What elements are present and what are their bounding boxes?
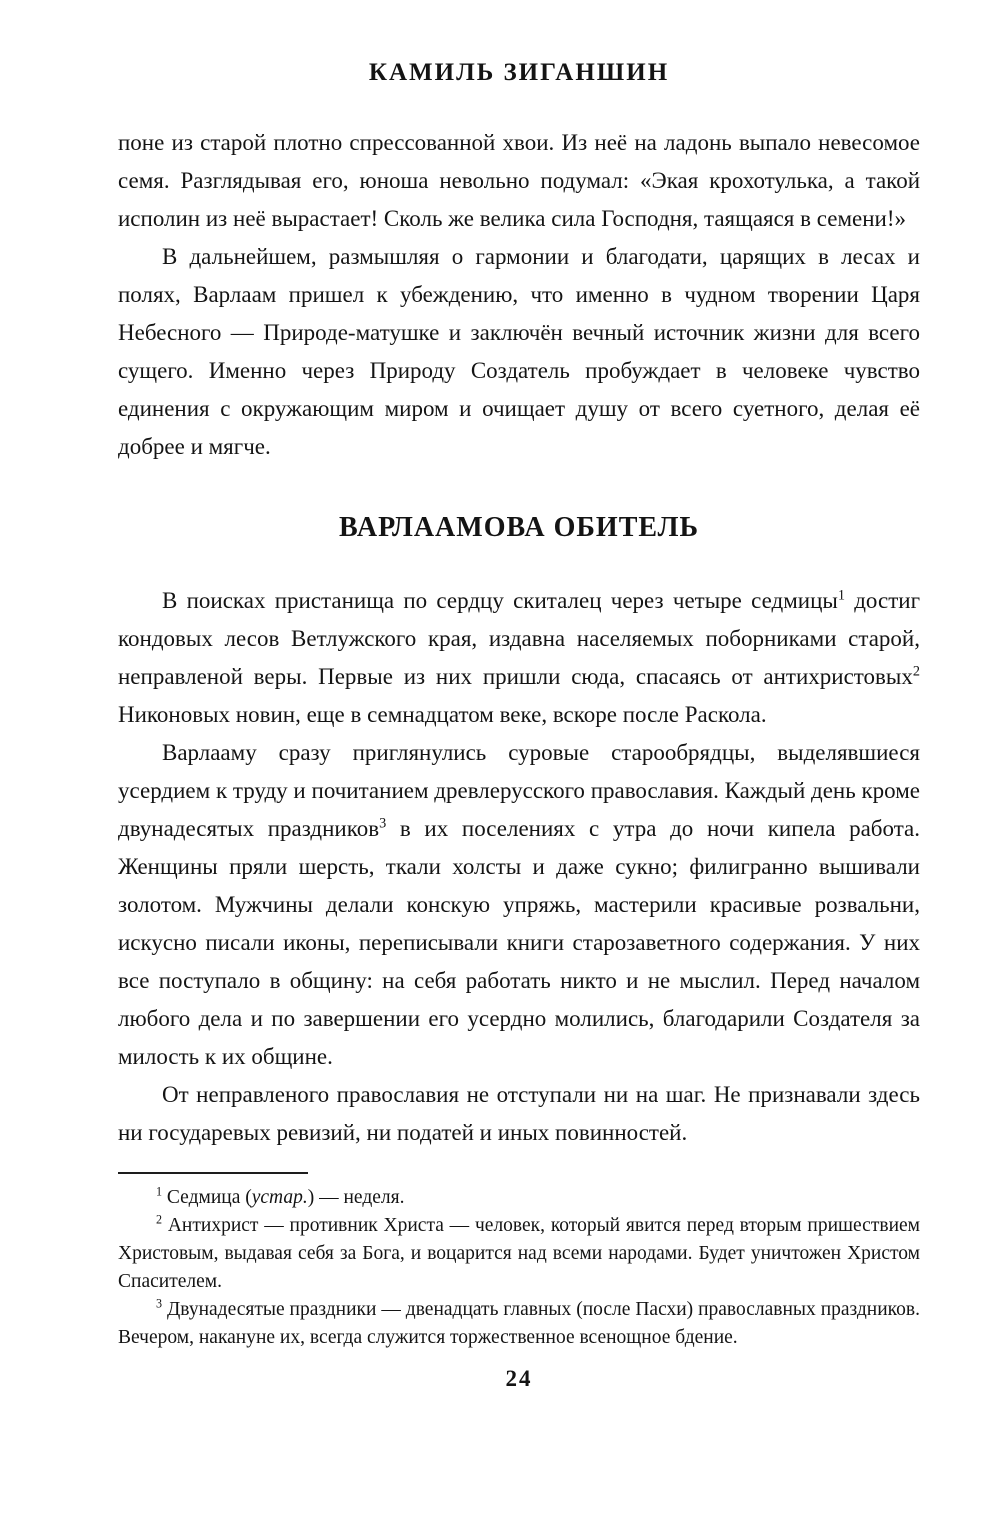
text-run: Варлааму сразу приглянулись суровые старообрядцы, выделявшиеся усердием к труду и почитанием древлерусского православия. Каждый день кроме двунадесятых праздников — [118, 740, 920, 841]
text-run: ) — неделя. — [307, 1187, 405, 1208]
paragraph — [118, 124, 920, 238]
running-header: КАМИЛЬ ЗИГАНШИН — [368, 59, 670, 86]
paragraph — [118, 1296, 920, 1352]
text-run: в их поселениях с утра до ночи кипела работа. Женщины пряли шерсть, ткали холсты и даже сукно; филигранно вышивали золотом. Мужчины делали конскую упряжь, мастерили красивые розвальни, искусно писали иконы, переписывали книги старозаветного содержания. У них все поступало в общину: на себя работать никто и не мыслил. Перед началом любого дела и по завершении его усердно молились, благодарили Создателя за милость к их общине. — [118, 816, 920, 1069]
page-content — [118, 58, 920, 1392]
footnotes — [118, 1184, 920, 1352]
paragraph — [118, 1184, 920, 1212]
text-run: достиг кондовых лесов Ветлужского края, издавна населяемых поборниками старой, неправленой веры. Первые из них пришли сюда, спасаясь от антихристовых — [118, 588, 920, 689]
footnote-marker: 1 — [156, 1184, 163, 1199]
text-run: Седмица ( — [162, 1187, 252, 1208]
italic-text-run: устар. — [251, 1187, 308, 1208]
section-title: ВАРЛААМОВА ОБИТЕЛЬ — [338, 512, 700, 543]
paragraph — [118, 734, 920, 1076]
paragraph — [118, 582, 920, 734]
paragraph — [118, 1076, 920, 1152]
paragraph — [118, 238, 920, 466]
body-text-top — [118, 124, 920, 466]
paragraph — [118, 1212, 920, 1296]
footnote-marker: 2 — [156, 1212, 163, 1227]
text-run: В дальнейшем, размышляя о гармонии и благодати, царящих в лесах и полях, Варлаам пришел к убеждению, что именно в чудном творении Царя Небесного — Природе-матушке и заключён вечный источник жизни для всего сущего. Именно через Природу Создатель пробуждает в человеке чувство единения с окружающим миром и очищает душу от всего суетного, делая её добрее и мягче. — [118, 244, 920, 459]
text-run: От неправленого православия не отступали ни на шаг. Не признавали здесь ни государевых ревизий, ни податей и иных повинностей. — [118, 1082, 920, 1145]
footnote-marker: 3 — [156, 1296, 163, 1311]
page-number: 24 — [505, 1366, 533, 1391]
text-run: В поисках пристанища по сердцу скиталец через четыре седмицы — [162, 588, 838, 613]
text-run: поне из старой плотно спрессованной хвои. Из неё на ладонь выпало невесомое семя. Разглядывая его, юноша невольно подумал: «Экая крохотулька, а такой исполин из неё вырастает! Сколь же велика сила Господня, таящаяся в семени!» — [118, 130, 920, 231]
body-text-main — [118, 582, 920, 1152]
text-run: Никоновых новин, еще в семнадцатом веке, вскоре после Раскола. — [118, 702, 767, 727]
text-run: Антихрист — противник Христа — человек, который явится перед вторым пришествием Христовым, выдавая себя за Бога, и воцарится над всеми народами. Будет уничтожен Христом Спасителем. — [118, 1215, 920, 1292]
footnote-marker: 3 — [379, 815, 387, 832]
footnote-divider — [118, 1172, 308, 1174]
footnote-marker: 2 — [912, 663, 920, 680]
text-run: Двунадесятые праздники — двенадцать главных (после Пасхи) православных праздников. Вечером, накануне их, всегда служится торжественное всенощное бдение. — [118, 1299, 920, 1348]
footnote-marker: 1 — [837, 587, 845, 604]
